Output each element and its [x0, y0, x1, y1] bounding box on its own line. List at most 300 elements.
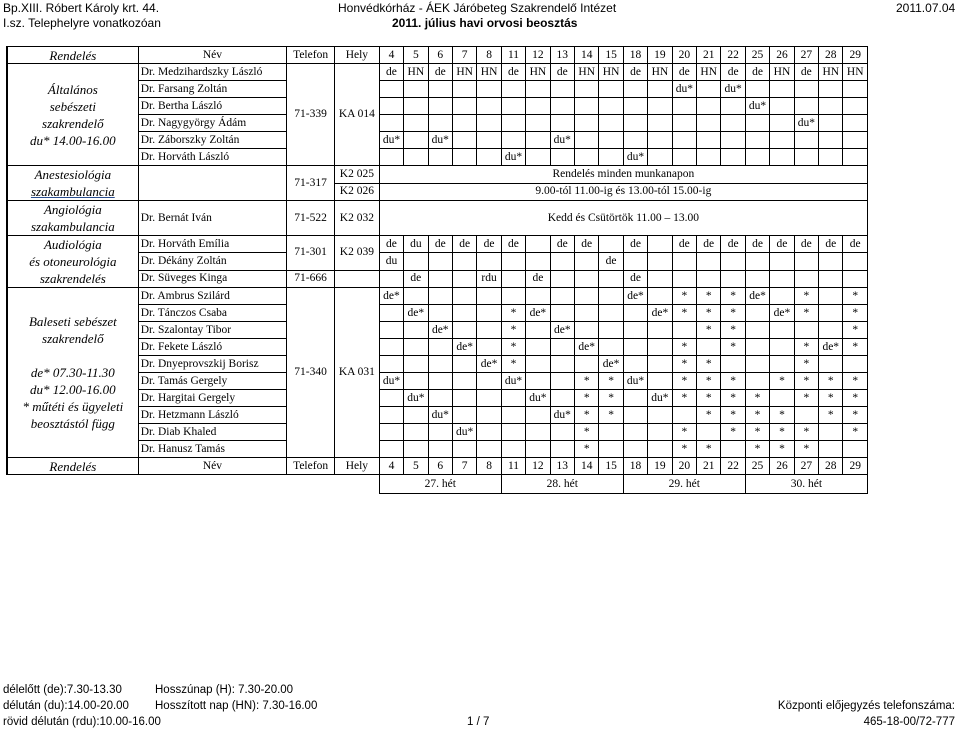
day-cell: de*	[550, 322, 574, 339]
day-cell	[526, 98, 550, 115]
day-cell	[599, 305, 623, 322]
day-cell	[575, 132, 599, 149]
day-cell: *	[794, 441, 818, 458]
day-cell	[599, 424, 623, 441]
day-cell: *	[843, 339, 868, 356]
day-cell	[550, 424, 574, 441]
day-cell: de*	[526, 305, 550, 322]
day-cell	[501, 81, 525, 98]
day-cell	[599, 115, 623, 132]
day-cell	[794, 98, 818, 115]
day-cell	[501, 288, 525, 305]
day-cell	[648, 236, 672, 253]
col-telefon: Telefon	[287, 47, 335, 64]
day-cell	[379, 407, 403, 424]
col-day: 19	[648, 47, 672, 64]
col-day: 13	[550, 47, 574, 64]
day-cell	[819, 305, 843, 322]
day-cell	[672, 253, 696, 270]
day-cell	[550, 288, 574, 305]
day-cell: de	[501, 236, 525, 253]
day-cell	[404, 322, 428, 339]
day-cell	[452, 149, 476, 166]
day-cell	[379, 270, 403, 287]
section-line: * műtéti és ügyeleti	[22, 399, 124, 414]
day-cell	[526, 81, 550, 98]
day-cell	[550, 81, 574, 98]
day-cell	[526, 236, 550, 253]
doctor-name: Dr. Szalontay Tibor	[138, 322, 287, 339]
day-cell	[575, 322, 599, 339]
day-cell	[697, 98, 721, 115]
day-cell	[575, 149, 599, 166]
room: KA 031	[335, 288, 380, 458]
col-day: 4	[379, 47, 403, 64]
day-cell	[550, 149, 574, 166]
col-day: 26	[770, 47, 794, 64]
day-cell: de*	[477, 356, 501, 373]
day-cell: *	[697, 407, 721, 424]
address: Bp.XIII. Róbert Károly krt. 44.	[3, 1, 160, 15]
day-cell	[379, 441, 403, 458]
day-cell: de*	[648, 305, 672, 322]
col-day: 21	[697, 47, 721, 64]
day-cell	[428, 270, 452, 287]
schedule-note: Rendelés minden munkanapon	[379, 166, 867, 184]
table-row	[7, 64, 868, 81]
day-cell	[697, 132, 721, 149]
phone: 71-301	[287, 236, 335, 271]
day-cell	[428, 253, 452, 270]
day-cell	[526, 288, 550, 305]
day-cell	[428, 81, 452, 98]
day-cell: *	[697, 356, 721, 373]
document-date: 2011.07.04	[896, 1, 956, 15]
day-cell: du*	[721, 81, 745, 98]
col-day: 14	[575, 47, 599, 64]
day-cell: *	[721, 305, 745, 322]
day-cell: *	[575, 424, 599, 441]
section-aneszt	[7, 166, 138, 201]
day-cell: de	[550, 64, 574, 81]
section-line: sebészeti	[49, 98, 96, 114]
doctor-name	[138, 166, 287, 201]
day-cell	[819, 98, 843, 115]
day-cell	[623, 407, 647, 424]
day-cell: *	[843, 424, 868, 441]
day-cell	[550, 98, 574, 115]
day-cell	[648, 270, 672, 287]
day-cell: du*	[623, 149, 647, 166]
day-cell	[404, 115, 428, 132]
day-cell: HN	[770, 64, 794, 81]
day-cell	[404, 98, 428, 115]
legend-h: Hosszúnap (H): 7.30-20.00	[155, 684, 294, 696]
day-cell: du*	[648, 390, 672, 407]
day-cell: de	[526, 270, 550, 287]
section-line: du* 14.00-16.00	[30, 132, 116, 148]
doctor-name: Dr. Dékány Zoltán	[138, 253, 287, 270]
day-cell: *	[672, 424, 696, 441]
day-cell	[770, 339, 794, 356]
day-cell	[477, 390, 501, 407]
day-cell	[452, 390, 476, 407]
day-cell	[794, 253, 818, 270]
day-cell	[452, 356, 476, 373]
day-cell	[599, 81, 623, 98]
day-cell	[575, 81, 599, 98]
day-cell: *	[843, 305, 868, 322]
day-cell	[794, 81, 818, 98]
day-cell	[745, 339, 769, 356]
day-cell: *	[770, 441, 794, 458]
day-cell	[452, 407, 476, 424]
section-line: de* 07.30-11.30	[30, 365, 115, 380]
day-cell	[770, 149, 794, 166]
day-cell	[794, 270, 818, 287]
day-cell: de	[379, 64, 403, 81]
day-cell: du*	[672, 81, 696, 98]
day-cell: *	[599, 407, 623, 424]
day-cell	[404, 373, 428, 390]
day-cell	[379, 322, 403, 339]
day-cell: *	[721, 339, 745, 356]
day-cell: HN	[697, 64, 721, 81]
day-cell: de	[623, 270, 647, 287]
day-cell: du*	[428, 132, 452, 149]
day-cell: de	[794, 236, 818, 253]
section-line: Audiológia	[43, 237, 102, 252]
day-cell: du*	[501, 149, 525, 166]
doctor-name: Dr. Medzihardszky László	[138, 64, 287, 81]
day-cell	[745, 115, 769, 132]
day-cell: du*	[550, 132, 574, 149]
day-cell: du	[404, 236, 428, 253]
day-cell	[477, 149, 501, 166]
day-cell: du*	[501, 373, 525, 390]
day-cell: *	[575, 390, 599, 407]
day-cell	[623, 441, 647, 458]
day-cell: *	[501, 356, 525, 373]
day-cell	[745, 305, 769, 322]
section-line: Angiológia	[43, 202, 102, 217]
day-cell	[770, 390, 794, 407]
col-day: 4	[379, 458, 403, 475]
table-row	[7, 236, 868, 253]
day-cell	[745, 149, 769, 166]
unit-label: I.sz. Telephelyre vonatkozóan	[3, 16, 161, 30]
day-cell	[452, 373, 476, 390]
room	[335, 270, 380, 287]
col-hely: Hely	[335, 458, 380, 475]
day-cell	[379, 115, 403, 132]
day-cell: de	[379, 236, 403, 253]
day-cell: de	[745, 236, 769, 253]
day-cell	[477, 339, 501, 356]
day-cell	[404, 253, 428, 270]
day-cell	[477, 81, 501, 98]
day-cell	[819, 424, 843, 441]
day-cell: de	[501, 64, 525, 81]
col-day: 6	[428, 458, 452, 475]
day-cell	[672, 98, 696, 115]
col-day: 8	[477, 47, 501, 64]
col-nev: Név	[138, 458, 287, 475]
col-day: 27	[794, 458, 818, 475]
day-cell	[575, 356, 599, 373]
day-cell	[770, 132, 794, 149]
room: K2 026	[335, 183, 380, 201]
table-row	[7, 201, 868, 236]
day-cell	[501, 115, 525, 132]
day-cell	[379, 356, 403, 373]
day-cell	[843, 132, 868, 149]
day-cell	[477, 441, 501, 458]
doctor-name: Dr. Fekete László	[138, 339, 287, 356]
day-cell: *	[721, 322, 745, 339]
day-cell: *	[794, 288, 818, 305]
week-label: 28. hét	[501, 475, 623, 494]
phone: 71-339	[287, 64, 335, 166]
day-cell	[648, 407, 672, 424]
col-day: 27	[794, 47, 818, 64]
room: K2 039	[335, 236, 380, 271]
col-day: 28	[819, 47, 843, 64]
day-cell	[843, 270, 868, 287]
day-cell	[477, 115, 501, 132]
week-label: 29. hét	[623, 475, 745, 494]
day-cell	[428, 339, 452, 356]
day-cell: *	[745, 424, 769, 441]
blank	[7, 475, 379, 494]
day-cell	[599, 322, 623, 339]
day-cell: HN	[843, 64, 868, 81]
section-line: Anestesiológia	[34, 167, 112, 182]
day-cell: du*	[794, 115, 818, 132]
day-cell: du*	[452, 424, 476, 441]
col-day: 28	[819, 458, 843, 475]
day-cell	[428, 390, 452, 407]
day-cell: du*	[623, 373, 647, 390]
day-cell: de	[697, 236, 721, 253]
day-cell	[648, 115, 672, 132]
day-cell: *	[501, 339, 525, 356]
section-line: du* 12.00-16.00	[30, 382, 116, 397]
day-cell	[452, 270, 476, 287]
day-cell: du	[379, 253, 403, 270]
day-cell	[623, 132, 647, 149]
day-cell	[843, 98, 868, 115]
day-cell: *	[794, 305, 818, 322]
day-cell	[648, 132, 672, 149]
day-cell	[623, 356, 647, 373]
day-cell	[843, 356, 868, 373]
day-cell	[477, 98, 501, 115]
day-cell	[819, 288, 843, 305]
day-cell	[428, 356, 452, 373]
phone: 71-340	[287, 288, 335, 458]
day-cell	[526, 373, 550, 390]
col-rendeles: Rendelés	[7, 47, 138, 64]
day-cell	[404, 339, 428, 356]
day-cell: HN	[452, 64, 476, 81]
doctor-name: Dr. Diab Khaled	[138, 424, 287, 441]
day-cell	[550, 270, 574, 287]
institution: Honvédkórház - ÁEK Járóbeteg Szakrendelő Intézet	[338, 1, 617, 15]
day-cell: de*	[379, 288, 403, 305]
day-cell	[501, 270, 525, 287]
day-cell: *	[672, 356, 696, 373]
day-cell: *	[721, 288, 745, 305]
day-cell: *	[575, 407, 599, 424]
col-telefon: Telefon	[287, 458, 335, 475]
day-cell: du*	[428, 407, 452, 424]
day-cell	[404, 441, 428, 458]
day-cell	[819, 81, 843, 98]
day-cell: *	[843, 373, 868, 390]
central-phone-label: Központi előjegyzés telefonszáma:	[777, 700, 955, 712]
day-cell: *	[599, 373, 623, 390]
col-day: 11	[501, 458, 525, 475]
day-cell	[428, 98, 452, 115]
day-cell	[526, 441, 550, 458]
day-cell: de	[404, 270, 428, 287]
day-cell	[794, 149, 818, 166]
day-cell: HN	[526, 64, 550, 81]
col-day: 14	[575, 458, 599, 475]
day-cell	[428, 441, 452, 458]
day-cell	[477, 305, 501, 322]
day-cell	[575, 288, 599, 305]
day-cell: *	[794, 373, 818, 390]
day-cell	[745, 253, 769, 270]
day-cell: *	[697, 305, 721, 322]
day-cell: *	[672, 390, 696, 407]
section-line	[8, 347, 138, 364]
section-audio	[7, 236, 138, 288]
day-cell: de	[623, 236, 647, 253]
day-cell	[404, 356, 428, 373]
day-cell	[526, 322, 550, 339]
day-cell	[452, 132, 476, 149]
day-cell	[526, 253, 550, 270]
day-cell	[819, 441, 843, 458]
day-cell	[526, 132, 550, 149]
day-cell	[648, 356, 672, 373]
day-cell	[501, 132, 525, 149]
doctor-name: Dr. Bernát Iván	[138, 201, 287, 236]
day-cell: *	[819, 407, 843, 424]
day-cell	[477, 407, 501, 424]
day-cell	[379, 98, 403, 115]
day-cell: de	[599, 253, 623, 270]
doctor-name: Dr. Hetzmann László	[138, 407, 287, 424]
table-row	[7, 166, 868, 184]
col-day: 22	[721, 458, 745, 475]
col-day: 11	[501, 47, 525, 64]
day-cell: *	[770, 373, 794, 390]
week-label: 27. hét	[379, 475, 501, 494]
col-day: 18	[623, 47, 647, 64]
day-cell: HN	[477, 64, 501, 81]
day-cell	[526, 339, 550, 356]
day-cell	[648, 322, 672, 339]
col-day: 5	[404, 47, 428, 64]
day-cell: de*	[770, 305, 794, 322]
col-day: 8	[477, 458, 501, 475]
day-cell: de	[623, 64, 647, 81]
day-cell	[550, 356, 574, 373]
day-cell	[404, 407, 428, 424]
day-cell	[819, 253, 843, 270]
day-cell	[843, 81, 868, 98]
day-cell	[550, 441, 574, 458]
day-cell	[526, 149, 550, 166]
day-cell: *	[770, 407, 794, 424]
col-day: 7	[452, 47, 476, 64]
day-cell: rdu	[477, 270, 501, 287]
day-cell: HN	[819, 64, 843, 81]
day-cell	[623, 424, 647, 441]
col-day: 25	[745, 47, 769, 64]
day-cell	[770, 356, 794, 373]
section-line: szakrendelő	[42, 331, 104, 346]
day-cell	[526, 356, 550, 373]
day-cell: *	[794, 339, 818, 356]
doctor-name: Dr. Hanusz Tamás	[138, 441, 287, 458]
day-cell: *	[794, 424, 818, 441]
day-cell: *	[697, 441, 721, 458]
col-day: 29	[843, 47, 868, 64]
col-day: 18	[623, 458, 647, 475]
day-cell	[648, 424, 672, 441]
doctor-name: Dr. Bertha László	[138, 98, 287, 115]
section-baleseti	[7, 288, 138, 458]
day-cell	[745, 270, 769, 287]
doctor-name: Dr. Tánczos Csaba	[138, 305, 287, 322]
day-cell: *	[672, 373, 696, 390]
col-day: 15	[599, 458, 623, 475]
day-cell	[721, 253, 745, 270]
day-cell: de	[843, 236, 868, 253]
doctor-name: Dr. Záborszky Zoltán	[138, 132, 287, 149]
day-cell	[575, 98, 599, 115]
day-cell	[843, 441, 868, 458]
day-cell	[379, 305, 403, 322]
day-cell: de*	[623, 288, 647, 305]
day-cell	[477, 322, 501, 339]
day-cell: de	[452, 236, 476, 253]
day-cell	[819, 132, 843, 149]
central-phone-number: 465-18-00/72-777	[863, 716, 955, 728]
col-day: 13	[550, 458, 574, 475]
day-cell: *	[721, 424, 745, 441]
day-cell	[770, 98, 794, 115]
day-cell: de	[672, 64, 696, 81]
day-cell	[379, 149, 403, 166]
day-cell	[599, 98, 623, 115]
day-cell	[599, 339, 623, 356]
day-cell	[697, 270, 721, 287]
day-cell	[770, 253, 794, 270]
page-title: 2011. július havi orvosi beosztás	[392, 16, 578, 30]
day-cell	[745, 81, 769, 98]
legend-hn: Hosszított nap (HN): 7.30-16.00	[155, 700, 318, 712]
col-day: 20	[672, 458, 696, 475]
day-cell: *	[575, 373, 599, 390]
day-cell	[501, 98, 525, 115]
schedule-note: 9.00-tól 11.00-ig és 13.00-tól 15.00-ig	[379, 183, 867, 201]
